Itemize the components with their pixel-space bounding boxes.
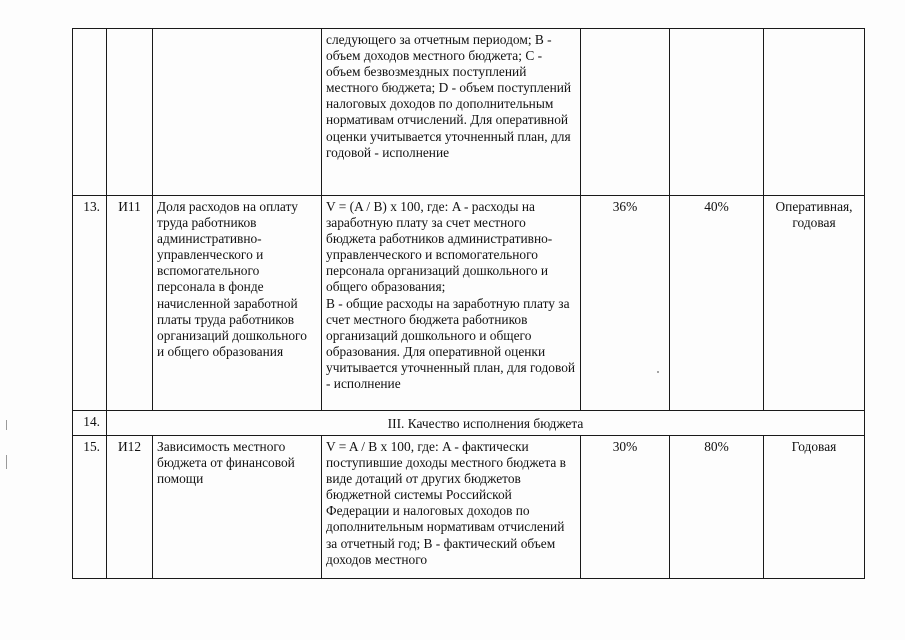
calculation-formula: V = A / B x 100, где: A - фактически поступившие доходы местного бюджета в виде дотаций от других бюджетов бюджетной системы Российской Федерации и налоговых доходов по дополнительным нормативам отчислений за отчетный год; B - фактический объем доходов местного [322,436,581,579]
section-heading: III. Качество исполнения бюджета [107,411,865,436]
scan-margin-mark [6,420,7,430]
threshold-value-2: 40% [670,196,764,411]
row-number: 14. [73,411,107,436]
assessment-period [764,29,865,196]
calculation-formula [322,196,581,411]
threshold-value-2: 80% [670,436,764,579]
threshold-value-1: 30% [581,436,670,579]
indicator-name: Зависимость местного бюджета от финансовой помощи [153,436,322,579]
indicator-code: И11 [107,196,153,411]
table-row [73,436,865,579]
table-row [73,196,865,411]
row-number: 15. [73,436,107,579]
indicator-name: Доля расходов на оплату труда работников административно-управленческого и вспомогательного персонала в фонде начисленной заработной платы труда работников организаций дошкольного и общего образования [153,196,322,411]
threshold-value-1 [581,29,670,196]
assessment-period: Оперативная, годовая [764,196,865,411]
indicator-name [153,29,322,196]
formula-part-2: B - общие расходы на заработную плату за счет местного бюджета работников организаций дошкольного и общего образования. Для оперативной оценки учитывается уточненный план, для годовой - исполнение [326,295,576,392]
table-row [73,411,865,436]
calculation-formula: следующего за отчетным периодом; B - объем доходов местного бюджета; C - объем безвозмездных поступлений местного бюджета; D - объем поступлений налоговых доходов по дополнительным нормативам отчислений. Для оперативной оценки учитывается уточненный план, для годовой - исполнение [322,29,581,196]
indicator-code: И12 [107,436,153,579]
scan-margin-mark [6,455,7,469]
row-number [73,29,107,196]
row-number: 13. [73,196,107,411]
threshold-value-2 [670,29,764,196]
assessment-period: Годовая [764,436,865,579]
formula-part-1: V = (A / B) x 100, где: A - расходы на заработную плату за счет местного бюджета работников административно-управленческого и вспомогательного персонала организаций дошкольного и общего образования; [326,199,553,295]
table-row [73,29,865,196]
indicators-table [72,28,865,579]
threshold-value-1: 36% [581,196,670,411]
indicator-code [107,29,153,196]
